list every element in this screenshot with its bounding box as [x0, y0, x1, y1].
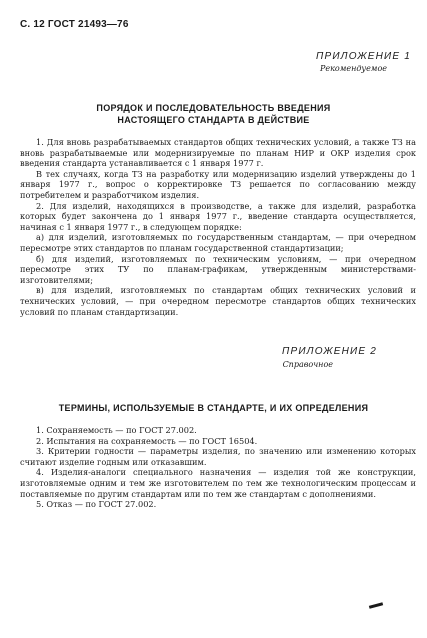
appendix-2-heading: ТЕРМИНЫ, ИСПОЛЬЗУЕМЫЕ В СТАНДАРТЕ, И ИХ ОПРЕДЕЛЕНИЯ [58, 403, 369, 413]
appendix-2-body [20, 425, 416, 510]
appendix-1-item-b: б) для изделий, изготовляемых по техническим условиям, — при очередном пересмотре этих ТУ по планам-графикам, утвержденным министерствами-изготовителями; [20, 253, 416, 285]
appendix-1-subtitle: Рекомендуемое [320, 64, 387, 73]
appendix-1-item-v: в) для изделий, изготовляемых по стандартам общих технических условий и технических условий, — при очередном пересмотре стандартов общих технических условий по планам стандартизации. [20, 285, 416, 317]
term-1: 1. Сохраняемость — по ГОСТ 27.002. [36, 425, 197, 435]
page-header: С. 12 ГОСТ 21493—76 [20, 19, 129, 30]
appendix-1-body [20, 137, 416, 317]
appendix-1-paragraph-2: В тех случаях, когда ТЗ на разработку или модернизацию изделий утверждены до 1 января 1977 г., вопрос о корректировке ТЗ решается по согласованию между потребителем и разработчиком изделия. [20, 168, 416, 200]
scan-mark [369, 602, 383, 609]
appendix-1-title: ПРИЛОЖЕНИЕ 1 [316, 51, 411, 62]
appendix-1-heading-line1: ПОРЯДОК И ПОСЛЕДОВАТЕЛЬНОСТЬ ВВЕДЕНИЯ [96, 103, 331, 113]
appendix-1-heading [0, 102, 427, 126]
term-4: 4. Изделия-аналоги специального назначения — изделия той же конструкции, изготовляемые одним и тем же изготовителем по тем же технологическим процессам и поставляемые по другим стандартам или по тем же стандартам с дополнениями. [20, 467, 416, 499]
appendix-2-subtitle: Справочное [282, 360, 333, 369]
appendix-1-paragraph-3: 2. Для изделий, находящихся в производстве, а также для изделий, разработка которых будет закончена до 1 января 1977 г., введение стандарта осуществляется, начиная с 1 января 1977 г., в следующем порядке: [20, 200, 416, 232]
term-3: 3. Критерии годности — параметры изделия, по значению или изменению которых считают изделие годным или отказавшим. [20, 446, 416, 467]
term-2: 2. Испытания на сохраняемость — по ГОСТ 16504. [36, 435, 258, 446]
appendix-2-title: ПРИЛОЖЕНИЕ 2 [282, 346, 377, 357]
appendix-1-paragraph-1: 1. Для вновь разрабатываемых стандартов общих технических условий, а также ТЗ на вновь разрабатываемые или модернизируемые по планам НИР и ОКР изделия срок введения стандарта устанавливается с 1 января 1977 г. [20, 137, 416, 169]
appendix-1-heading-line2: НАСТОЯЩЕГО СТАНДАРТА В ДЕЙСТВИЕ [117, 115, 310, 125]
term-5: 5. Отказ — по ГОСТ 27.002. [36, 499, 157, 510]
appendix-1-item-a: а) для изделий, изготовляемых по государственным стандартам, — при очередном пересмотре этих стандартов по планам государственной стандартизации; [20, 232, 416, 253]
